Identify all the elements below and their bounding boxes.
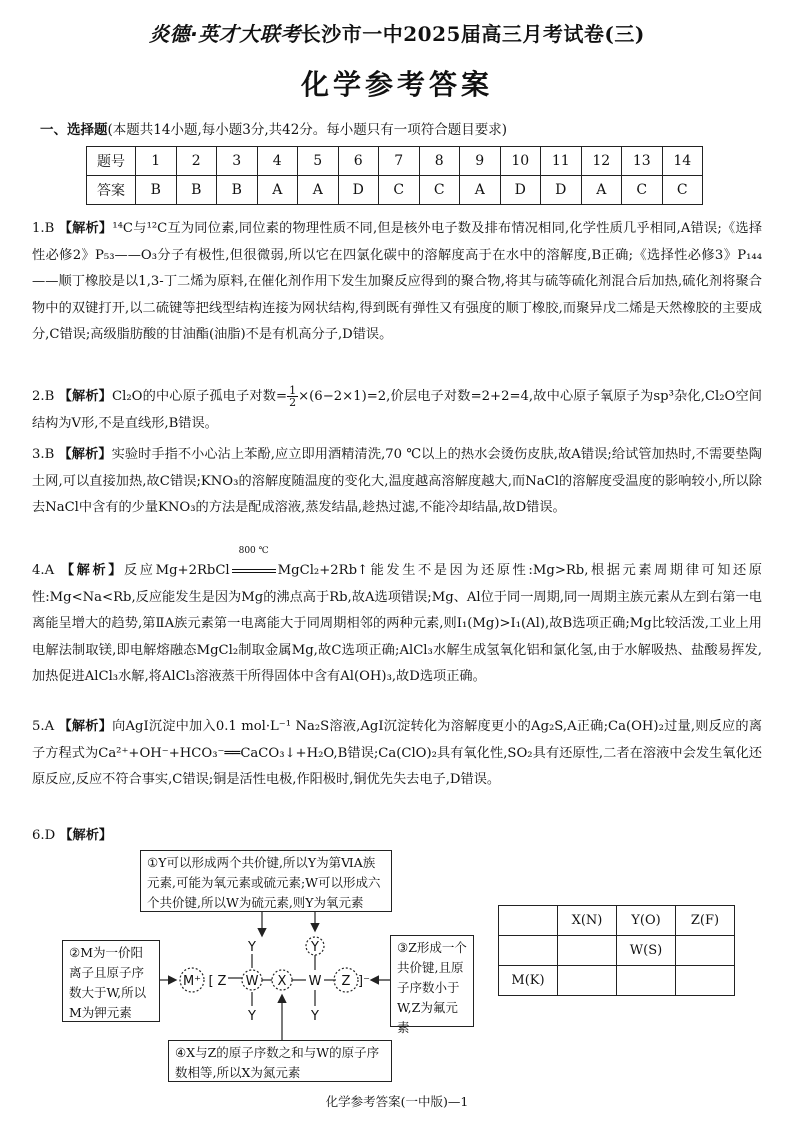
question-number: 6.D xyxy=(32,828,56,843)
bracket-right: ]⁻ xyxy=(358,974,370,989)
section-note: (本题共14小题,每小题3分,共42分。每小题只有一项符合题目要求) xyxy=(107,122,508,138)
atom-y: Y xyxy=(311,940,319,955)
explanation-text: Cl₂O的中心原子孤电子对数= xyxy=(112,389,288,404)
q-answer: C xyxy=(379,176,420,205)
page-title: 化学参考答案 xyxy=(300,68,493,101)
question-number: 1.B xyxy=(32,221,55,236)
q-answer: B xyxy=(136,176,177,205)
atom-w: W xyxy=(308,974,322,989)
brand-name: 炎德·英才大联考 xyxy=(149,22,301,46)
q-number: 3 xyxy=(217,147,258,176)
table-cell xyxy=(499,936,558,966)
q-number: 11 xyxy=(541,147,582,176)
q-answer: A xyxy=(298,176,339,205)
q-answer: B xyxy=(217,176,258,205)
exam-name: 长沙市一中2025届高三月考试卷(三) xyxy=(300,22,645,46)
explanation-text: ×(6−2×1)=2,价层电子对数=2+2=4,故中心原子氧原子为sp³杂化,Cl₂O空间结构为V形,不是直线形,B错误。 xyxy=(32,389,762,431)
explanation-text: 反应Mg+2RbCl xyxy=(124,563,230,578)
table-cell: Y(O) xyxy=(617,906,676,936)
atom-y: Y xyxy=(311,1009,319,1024)
q-answer: A xyxy=(257,176,298,205)
atom-z: Z xyxy=(341,974,351,989)
hint-box-top: ①Y可以形成两个共价键,所以Y为第ⅥA族元素,可能为氧元素或硫元素;W可以形成六个共价键,所以W为硫元素,则Y为氧元素 xyxy=(140,850,392,912)
q-answer: C xyxy=(622,176,663,205)
table-cell xyxy=(676,936,735,966)
table-cell xyxy=(558,936,617,966)
atom-z: Z xyxy=(217,974,227,989)
fraction-numerator: 1 xyxy=(289,384,297,397)
question-number: 4.A xyxy=(32,563,55,578)
q-number: 1 xyxy=(136,147,177,176)
q-number: 10 xyxy=(500,147,541,176)
q-answer: D xyxy=(338,176,379,205)
analysis-tag: 【解析】 xyxy=(58,389,113,404)
explanation-text: 实验时手指不小心沾上苯酚,应立即用酒精清洗,70 ℃以上的热水会烫伤皮肤,故A错误;给试管加热时,不需要垫陶土网,可以直接加热,故C错误;KNO₃的溶解度随温度的变化大,温度越高溶解度越大,而NaCl的溶解度受温度的影响较小,所以除去NaCl中含有的少量KNO₃的方法是配成溶液,蒸发结晶,趁热过滤,不能冷却结晶,故D错误。 xyxy=(32,447,762,515)
table-cell: W(S) xyxy=(617,936,676,966)
table-row xyxy=(499,966,735,996)
q-number: 6 xyxy=(338,147,379,176)
atom-y: Y xyxy=(248,1009,256,1024)
periodic-table-fragment xyxy=(498,905,735,996)
q-answer: C xyxy=(662,176,703,205)
atom-x: X xyxy=(277,974,287,989)
table-cell xyxy=(499,906,558,936)
row-label: 答案 xyxy=(87,176,136,205)
table-cell: Z(F) xyxy=(676,906,735,936)
atom-m: M⁺ xyxy=(182,974,202,989)
explanation-text: ¹⁴C与¹²C互为同位素,同位素的物理性质不同,但是核外电子数及排布情况相同,化学性质几乎相同,A错误;《选择性必修2》P₅₃——O₃分子有极性,但很微弱,所以它在四氯化碳中的溶解度高于在水中的溶解度,B正确;《选择性必修3》P₁₄₄——顺丁橡胶是以1,3-丁二烯为原料,在催化剂作用下发生加聚反应得到的聚合物,将其与硫等硫化剂混合后加热,硫化剂将聚合物中的双键打开,以二硫键等把线型结构连接为网状结构,得到既有弹性又有强度的顺丁橡胶,而聚异戊二烯是天然橡胶的主要成分,C错误;高级脂肪酸的甘油酯(油脂)不是有机高分子,D错误。 xyxy=(32,221,763,342)
section-title: 一、选择题 xyxy=(40,122,108,138)
q-number: 14 xyxy=(662,147,703,176)
q-answer: A xyxy=(581,176,622,205)
question-number: 3.B xyxy=(32,447,55,462)
table-cell: X(N) xyxy=(558,906,617,936)
hint-box-left: ②M为一价阳离子且原子序数大于W,所以M为钾元素 xyxy=(62,940,160,1022)
hint-box-bottom: ④X与Z的原子序数之和与W的原子序数相等,所以X为氮元素 xyxy=(168,1040,392,1082)
row-label: 题号 xyxy=(87,147,136,176)
q-answer: C xyxy=(419,176,460,205)
fraction-denominator: 2 xyxy=(289,396,297,409)
question-number: 2.B xyxy=(32,389,55,404)
q-number: 12 xyxy=(581,147,622,176)
analysis-tag: 【解析】 xyxy=(59,828,113,843)
q-number: 13 xyxy=(622,147,663,176)
q-number: 9 xyxy=(460,147,501,176)
table-row xyxy=(499,906,735,936)
q-answer: B xyxy=(176,176,217,205)
q-number: 7 xyxy=(379,147,420,176)
atom-w: W xyxy=(245,974,259,989)
table-cell: M(K) xyxy=(499,966,558,996)
page-footer: 化学参考答案(一中版)—1 xyxy=(325,1094,469,1109)
q-answer: D xyxy=(500,176,541,205)
question-number: 5.A xyxy=(32,719,55,734)
atom-y: Y xyxy=(248,940,256,955)
table-cell xyxy=(558,966,617,996)
analysis-tag: 【解析】 xyxy=(60,563,125,578)
q-answer: D xyxy=(541,176,582,205)
q-number: 8 xyxy=(419,147,460,176)
hint-box-right: ③Z形成一个共价键,且原子序数小于W,Z为氟元素 xyxy=(390,935,474,1027)
q-number: 5 xyxy=(298,147,339,176)
q-answer: A xyxy=(460,176,501,205)
q-number: 4 xyxy=(257,147,298,176)
reaction-condition: 800 ℃ xyxy=(238,546,269,556)
table-row xyxy=(499,936,735,966)
table-cell xyxy=(617,966,676,996)
explanation-text: 向AgI沉淀中加入0.1 mol·L⁻¹ Na₂S溶液,AgI沉淀转化为溶解度更小的Ag₂S,A正确;Ca(OH)₂过量,则反应的离子方程式为Ca²⁺+OH⁻+HCO₃⁻══CaCO₃↓+H₂O,B错误;Ca(ClO)₂具有氧化性,SO₂具有还原性,二者在溶液中会发生氧化还原反应,反应不符合事实,C错误;铜是活性电极,作阳极时,铜优先失去电子,D错误。 xyxy=(32,719,763,787)
explanation-text: MgCl₂+2Rb↑能发生不是因为还原性:Mg>Rb,根据元素周期律可知还原性:Mg<Na<Rb,反应能发生是因为Mg的沸点高于Rb,故A选项错误;Mg、Al位于同一周期,同一周期主族元素从左到右第一电离能呈增大的趋势,第ⅡA族元素第一电离能大于同周期相邻的两种元素,则I₁(Mg)>I₁(Al),故B选项正确;Mg比较活泼,工业上用电解法制取镁,即电解熔融态MgCl₂制取金属Mg,故C选项正确;AlCl₃水解生成氢氧化铝和氯化氢,由于水解吸热、盐酸易挥发,加热促进AlCl₃水解,将AlCl₃溶液蒸干所得固体中含有Al(OH)₃,故D选项正确。 xyxy=(32,563,762,684)
analysis-tag: 【解析】 xyxy=(58,447,112,462)
analysis-tag: 【解析】 xyxy=(58,719,113,734)
table-cell xyxy=(676,966,735,996)
q-number: 2 xyxy=(176,147,217,176)
analysis-tag: 【解析】 xyxy=(58,221,113,236)
bracket-left: [ xyxy=(208,974,214,989)
